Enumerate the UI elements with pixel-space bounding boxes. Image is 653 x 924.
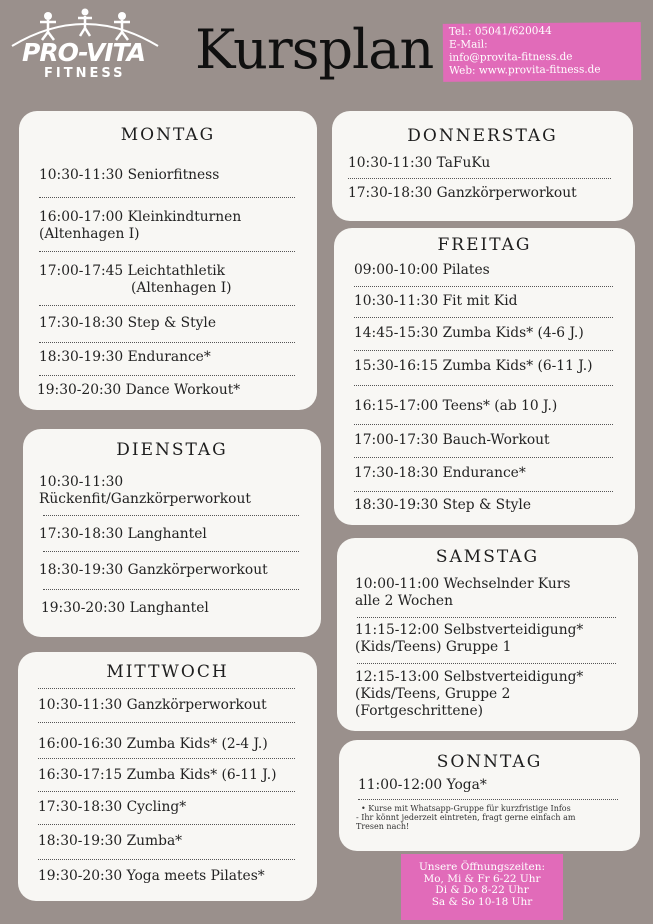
divider xyxy=(358,799,618,800)
day-title: DONNERSTAG xyxy=(407,126,558,146)
logo-subtext: FITNESS xyxy=(44,66,126,81)
card-samstag xyxy=(337,538,638,731)
divider xyxy=(354,286,613,287)
list-item: 17:00-17:30 Bauch-Workout xyxy=(354,432,550,448)
contact-box xyxy=(443,22,641,82)
logo-text: PRO-VITA xyxy=(22,38,145,67)
card-sonntag xyxy=(339,740,640,851)
day-title: MONTAG xyxy=(120,125,216,145)
list-item: 11:00-12:00 Yoga* xyxy=(358,777,487,793)
contact-web: Web: www.provita-fitness.de xyxy=(449,63,601,77)
hours-title: Unsere Öffnungszeiten: xyxy=(418,861,546,873)
divider xyxy=(357,617,616,618)
divider xyxy=(38,688,295,689)
divider xyxy=(354,350,613,351)
divider xyxy=(38,722,295,723)
divider xyxy=(357,663,616,664)
list-item: 17:30-18:30 Step & Style xyxy=(39,315,216,331)
list-item: 14:45-15:30 Zumba Kids* (4-6 J.) xyxy=(354,325,584,341)
list-item: 10:30-11:30 xyxy=(39,474,124,490)
list-item: 17:00-17:45 Leichtathletik xyxy=(39,263,226,279)
card-donnerstag xyxy=(332,111,633,221)
list-item: 16:00-16:30 Zumba Kids* (2-4 J.) xyxy=(38,736,268,752)
divider xyxy=(43,515,299,516)
contact-mail-label: E-Mail: xyxy=(448,38,488,51)
divider xyxy=(354,385,613,386)
list-item: 16:30-17:15 Zumba Kids* (6-11 J.) xyxy=(38,767,277,783)
divider xyxy=(39,305,295,306)
list-item: 10:30-11:30 TaFuKu xyxy=(348,155,491,171)
list-item: 17:30-18:30 Ganzkörperworkout xyxy=(348,185,577,201)
list-item: 16:15-17:00 Teens* (ab 10 J.) xyxy=(354,398,558,414)
divider xyxy=(38,859,295,860)
list-item: 19:30-20:30 Dance Workout* xyxy=(37,382,241,398)
list-item: 11:15-12:00 Selbstverteidigung* xyxy=(355,622,584,638)
list-item: 15:30-16:15 Zumba Kids* (6-11 J.) xyxy=(354,358,593,374)
list-item: 17:30-18:30 Langhantel xyxy=(39,526,207,542)
list-item: 18:30-19:30 Endurance* xyxy=(39,349,211,365)
divider xyxy=(39,375,295,376)
divider xyxy=(354,317,613,318)
list-item: (Altenhagen I) xyxy=(39,226,140,242)
divider xyxy=(39,197,295,198)
note: Tresen nach! xyxy=(356,822,410,831)
divider xyxy=(354,424,613,425)
divider xyxy=(354,491,613,492)
divider xyxy=(38,758,295,759)
contact-tel: Tel.: 05041/620044 xyxy=(448,24,552,38)
list-item: Rückenfit/Ganzkörperworkout xyxy=(39,491,251,507)
divider xyxy=(38,824,295,825)
page-title: Kursplan xyxy=(195,18,434,81)
note: - Ihr könnt jederzeit eintreten, fragt gerne einfach am xyxy=(356,813,576,822)
divider xyxy=(38,791,295,792)
list-item: 16:00-17:00 Kleinkindturnen xyxy=(39,209,242,225)
day-title: FREITAG xyxy=(437,235,532,255)
list-item: 10:30-11:30 Seniorfitness xyxy=(39,167,220,183)
list-item: (Kids/Teens) Gruppe 1 xyxy=(355,639,512,655)
day-title: SONNTAG xyxy=(436,752,543,772)
hours-line: Di & Do 8-22 Uhr xyxy=(435,884,529,896)
day-title: SAMSTAG xyxy=(435,547,540,567)
hours-line: Mo, Mi & Fr 6-22 Uhr xyxy=(423,872,541,885)
contact-mail: info@provita-fitness.de xyxy=(448,50,573,64)
card-montag xyxy=(19,111,317,410)
list-item: 09:00-10:00 Pilates xyxy=(354,262,490,278)
list-item: (Fortgeschrittene) xyxy=(355,703,484,719)
list-item: 18:30-19:30 Ganzkörperworkout xyxy=(39,562,268,578)
day-title: MITTWOCH xyxy=(106,662,229,682)
note: • Kurse mit Whatsapp-Gruppe für kurzfristige Infos xyxy=(361,804,571,813)
list-item: (Kids/Teens, Gruppe 2 xyxy=(355,686,511,702)
divider xyxy=(39,251,295,252)
opening-hours xyxy=(401,854,563,920)
list-item: alle 2 Wochen xyxy=(355,593,453,609)
card-dienstag xyxy=(23,429,321,637)
list-item: (Altenhagen I) xyxy=(131,280,232,296)
hours-line: Sa & So 10-18 Uhr xyxy=(431,895,533,908)
day-title: DIENSTAG xyxy=(116,440,228,460)
divider xyxy=(348,178,611,179)
list-item: 19:30-20:30 Langhantel xyxy=(41,600,209,616)
list-item: 10:30-11:30 Ganzkörperworkout xyxy=(38,697,267,713)
divider xyxy=(39,342,295,343)
list-item: 10:00-11:00 Wechselnder Kurs xyxy=(355,576,571,592)
list-item: 12:15-13:00 Selbstverteidigung* xyxy=(355,669,584,685)
list-item: 17:30-18:30 Cycling* xyxy=(38,799,187,815)
card-mittwoch xyxy=(18,652,317,901)
list-item: 17:30-18:30 Endurance* xyxy=(354,465,526,481)
list-item: 18:30-19:30 Step & Style xyxy=(354,497,531,513)
list-item: 10:30-11:30 Fit mit Kid xyxy=(354,293,518,309)
divider xyxy=(354,457,613,458)
card-freitag xyxy=(334,228,635,525)
list-item: 18:30-19:30 Zumba* xyxy=(38,833,183,849)
logo xyxy=(10,8,160,88)
divider xyxy=(43,589,299,590)
divider xyxy=(43,551,299,552)
list-item: 19:30-20:30 Yoga meets Pilates* xyxy=(38,868,265,884)
